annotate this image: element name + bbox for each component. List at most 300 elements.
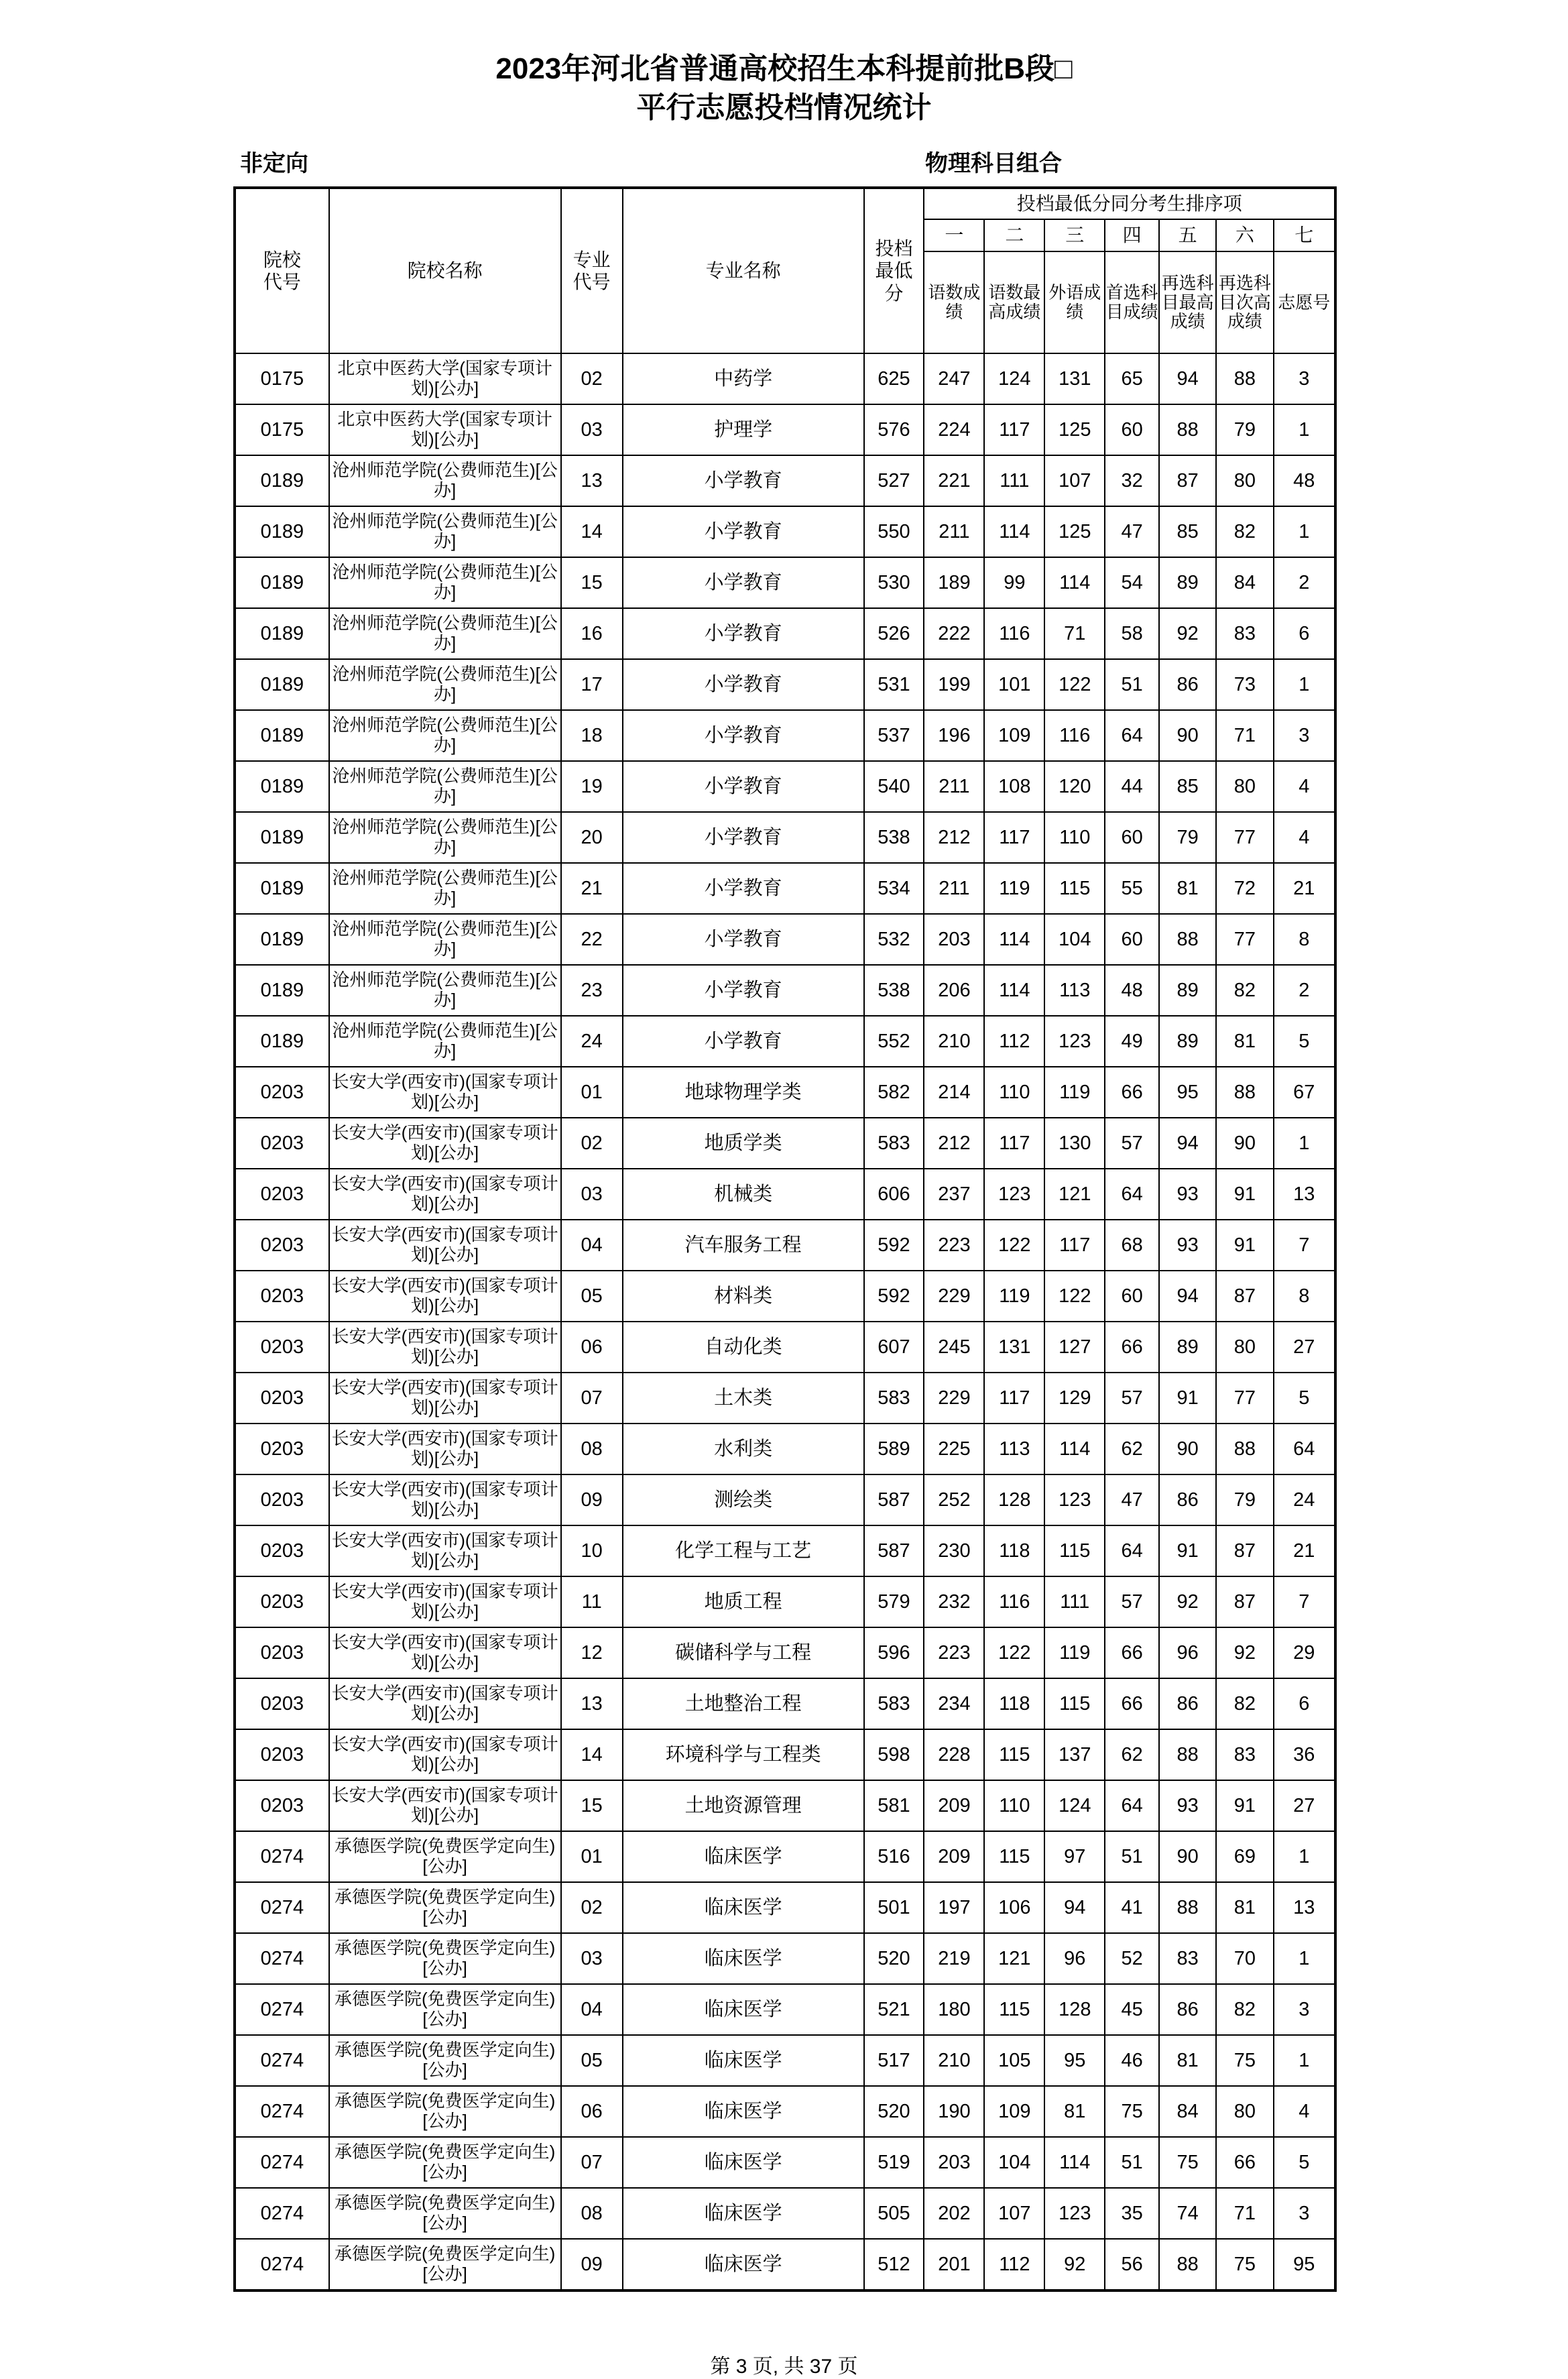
cell-score-first-choice: 64 xyxy=(1105,1525,1159,1576)
cell-major-name: 临床医学 xyxy=(623,2137,864,2188)
cell-school-code: 0189 xyxy=(235,965,329,1016)
table-row xyxy=(235,1780,1335,1831)
table-row xyxy=(235,1016,1335,1067)
cell-score-reselect-max: 83 xyxy=(1159,1933,1216,1984)
cell-score-reselect-max: 87 xyxy=(1159,455,1216,506)
cell-school-code: 0203 xyxy=(235,1424,329,1474)
cell-school-name: 承德医学院(免费医学定向生)[公办] xyxy=(329,2137,561,2188)
cell-school-code: 0203 xyxy=(235,1271,329,1322)
header-school-code: 院校 代号 xyxy=(235,188,329,353)
cell-school-code: 0274 xyxy=(235,2239,329,2290)
cell-min-score: 598 xyxy=(864,1729,924,1780)
cell-major-name: 小学教育 xyxy=(623,506,864,557)
cell-major-code: 03 xyxy=(561,1169,623,1220)
cell-min-score: 526 xyxy=(864,608,924,659)
cell-score-foreign-language: 94 xyxy=(1044,1882,1105,1933)
cell-score-reselect-second: 90 xyxy=(1216,1118,1273,1169)
cell-score-reselect-second: 88 xyxy=(1216,1424,1273,1474)
cell-school-code: 0189 xyxy=(235,914,329,965)
header-rank-6: 六 xyxy=(1216,219,1273,251)
cell-score-foreign-language: 119 xyxy=(1044,1627,1105,1678)
cell-major-code: 22 xyxy=(561,914,623,965)
cell-score-foreign-language: 110 xyxy=(1044,812,1105,863)
cell-school-code: 0189 xyxy=(235,659,329,710)
cell-score-chinese-math-max: 124 xyxy=(984,353,1044,404)
cell-volunteer-no: 13 xyxy=(1274,1882,1335,1933)
cell-volunteer-no: 5 xyxy=(1274,1373,1335,1424)
cell-score-reselect-second: 79 xyxy=(1216,404,1273,455)
table-row xyxy=(235,353,1335,404)
cell-score-reselect-second: 88 xyxy=(1216,353,1273,404)
cell-min-score: 583 xyxy=(864,1678,924,1729)
cell-score-foreign-language: 130 xyxy=(1044,1118,1105,1169)
cell-major-name: 中药学 xyxy=(623,353,864,404)
cell-major-name: 材料类 xyxy=(623,1271,864,1322)
cell-score-foreign-language: 117 xyxy=(1044,1220,1105,1271)
cell-score-first-choice: 66 xyxy=(1105,1678,1159,1729)
cell-score-chinese-math: 232 xyxy=(924,1576,984,1627)
cell-score-chinese-math-max: 117 xyxy=(984,404,1044,455)
cell-score-reselect-max: 75 xyxy=(1159,2137,1216,2188)
cell-score-chinese-math-max: 115 xyxy=(984,1831,1044,1882)
cell-major-name: 碳储科学与工程 xyxy=(623,1627,864,1678)
cell-score-chinese-math: 209 xyxy=(924,1831,984,1882)
cell-score-reselect-second: 79 xyxy=(1216,1474,1273,1525)
cell-min-score: 517 xyxy=(864,2035,924,2086)
table-row xyxy=(235,1576,1335,1627)
cell-score-chinese-math-max: 99 xyxy=(984,557,1044,608)
cell-score-chinese-math: 247 xyxy=(924,353,984,404)
cell-school-name: 沧州师范学院(公费师范生)[公办] xyxy=(329,761,561,812)
cell-major-name: 测绘类 xyxy=(623,1474,864,1525)
cell-score-chinese-math-max: 110 xyxy=(984,1067,1044,1118)
cell-volunteer-no: 3 xyxy=(1274,353,1335,404)
cell-volunteer-no: 5 xyxy=(1274,2137,1335,2188)
cell-major-name: 地质学类 xyxy=(623,1118,864,1169)
cell-score-foreign-language: 115 xyxy=(1044,863,1105,914)
cell-volunteer-no: 64 xyxy=(1274,1424,1335,1474)
cell-score-foreign-language: 115 xyxy=(1044,1678,1105,1729)
cell-score-reselect-max: 81 xyxy=(1159,2035,1216,2086)
cell-min-score: 587 xyxy=(864,1525,924,1576)
table-row xyxy=(235,2035,1335,2086)
cell-score-chinese-math: 209 xyxy=(924,1780,984,1831)
cell-score-reselect-second: 87 xyxy=(1216,1576,1273,1627)
cell-volunteer-no: 1 xyxy=(1274,1831,1335,1882)
cell-score-foreign-language: 129 xyxy=(1044,1373,1105,1424)
cell-school-code: 0203 xyxy=(235,1729,329,1780)
cell-min-score: 520 xyxy=(864,2086,924,2137)
cell-volunteer-no: 67 xyxy=(1274,1067,1335,1118)
cell-score-chinese-math: 223 xyxy=(924,1627,984,1678)
cell-min-score: 576 xyxy=(864,404,924,455)
cell-major-name: 地质工程 xyxy=(623,1576,864,1627)
cell-score-reselect-second: 91 xyxy=(1216,1780,1273,1831)
cell-score-chinese-math: 219 xyxy=(924,1933,984,1984)
cell-school-name: 沧州师范学院(公费师范生)[公办] xyxy=(329,914,561,965)
cell-volunteer-no: 6 xyxy=(1274,1678,1335,1729)
cell-volunteer-no: 13 xyxy=(1274,1169,1335,1220)
cell-major-code: 02 xyxy=(561,353,623,404)
header-rank-3: 三 xyxy=(1044,219,1105,251)
cell-school-name: 承德医学院(免费医学定向生)[公办] xyxy=(329,1984,561,2035)
cell-min-score: 538 xyxy=(864,812,924,863)
cell-score-first-choice: 60 xyxy=(1105,1271,1159,1322)
cell-major-name: 小学教育 xyxy=(623,710,864,761)
cell-major-code: 24 xyxy=(561,1016,623,1067)
cell-major-name: 自动化类 xyxy=(623,1322,864,1373)
cell-min-score: 582 xyxy=(864,1067,924,1118)
cell-min-score: 592 xyxy=(864,1220,924,1271)
cell-score-first-choice: 66 xyxy=(1105,1627,1159,1678)
cell-major-name: 土木类 xyxy=(623,1373,864,1424)
cell-score-first-choice: 45 xyxy=(1105,1984,1159,2035)
header-sub-reselect-second: 再选科目次高成绩 xyxy=(1216,251,1273,353)
cell-major-name: 水利类 xyxy=(623,1424,864,1474)
cell-score-reselect-max: 86 xyxy=(1159,1474,1216,1525)
header-sub-first-choice-subject: 首选科目成绩 xyxy=(1105,251,1159,353)
cell-score-reselect-max: 79 xyxy=(1159,812,1216,863)
cell-school-name: 承德医学院(免费医学定向生)[公办] xyxy=(329,2188,561,2239)
cell-major-name: 护理学 xyxy=(623,404,864,455)
cell-school-name: 沧州师范学院(公费师范生)[公办] xyxy=(329,710,561,761)
cell-score-first-choice: 52 xyxy=(1105,1933,1159,1984)
cell-score-chinese-math: 203 xyxy=(924,914,984,965)
cell-score-chinese-math: 210 xyxy=(924,1016,984,1067)
cell-score-chinese-math: 229 xyxy=(924,1271,984,1322)
table-row xyxy=(235,1525,1335,1576)
cell-major-name: 小学教育 xyxy=(623,965,864,1016)
table-row xyxy=(235,659,1335,710)
cell-min-score: 583 xyxy=(864,1118,924,1169)
cell-score-chinese-math-max: 117 xyxy=(984,1373,1044,1424)
cell-score-reselect-second: 87 xyxy=(1216,1271,1273,1322)
cell-school-name: 承德医学院(免费医学定向生)[公办] xyxy=(329,2239,561,2290)
cell-score-foreign-language: 124 xyxy=(1044,1780,1105,1831)
cell-score-reselect-max: 91 xyxy=(1159,1373,1216,1424)
cell-score-reselect-second: 91 xyxy=(1216,1220,1273,1271)
cell-score-reselect-max: 84 xyxy=(1159,2086,1216,2137)
cell-school-name: 沧州师范学院(公费师范生)[公办] xyxy=(329,863,561,914)
cell-score-first-choice: 47 xyxy=(1105,1474,1159,1525)
cell-volunteer-no: 8 xyxy=(1274,1271,1335,1322)
cell-volunteer-no: 1 xyxy=(1274,404,1335,455)
cell-score-reselect-second: 69 xyxy=(1216,1831,1273,1882)
cell-volunteer-no: 21 xyxy=(1274,1525,1335,1576)
cell-score-foreign-language: 131 xyxy=(1044,353,1105,404)
cell-school-code: 0189 xyxy=(235,863,329,914)
cell-school-name: 承德医学院(免费医学定向生)[公办] xyxy=(329,1831,561,1882)
cell-major-name: 小学教育 xyxy=(623,812,864,863)
header-rank-2: 二 xyxy=(984,219,1044,251)
cell-score-chinese-math: 230 xyxy=(924,1525,984,1576)
table-row xyxy=(235,863,1335,914)
cell-score-first-choice: 47 xyxy=(1105,506,1159,557)
cell-score-first-choice: 48 xyxy=(1105,965,1159,1016)
cell-major-code: 02 xyxy=(561,1882,623,1933)
cell-score-chinese-math-max: 114 xyxy=(984,965,1044,1016)
cell-score-reselect-max: 88 xyxy=(1159,404,1216,455)
subheader-row xyxy=(0,145,1568,178)
cell-major-code: 14 xyxy=(561,506,623,557)
cell-score-foreign-language: 120 xyxy=(1044,761,1105,812)
header-sub-reselect-max: 再选科目最高成绩 xyxy=(1159,251,1216,353)
cell-major-name: 土地资源管理 xyxy=(623,1780,864,1831)
cell-min-score: 505 xyxy=(864,2188,924,2239)
cell-score-foreign-language: 119 xyxy=(1044,1067,1105,1118)
cell-score-chinese-math: 214 xyxy=(924,1067,984,1118)
cell-major-name: 小学教育 xyxy=(623,608,864,659)
cell-score-chinese-math: 228 xyxy=(924,1729,984,1780)
cell-major-code: 09 xyxy=(561,2239,623,2290)
cell-score-chinese-math-max: 122 xyxy=(984,1220,1044,1271)
cell-major-code: 10 xyxy=(561,1525,623,1576)
cell-volunteer-no: 3 xyxy=(1274,710,1335,761)
cell-school-code: 0189 xyxy=(235,557,329,608)
cell-score-chinese-math-max: 111 xyxy=(984,455,1044,506)
table-row xyxy=(235,608,1335,659)
header-sub-chinese-math-max: 语数最高成绩 xyxy=(984,251,1044,353)
cell-score-foreign-language: 127 xyxy=(1044,1322,1105,1373)
cell-score-first-choice: 49 xyxy=(1105,1016,1159,1067)
cell-score-chinese-math-max: 114 xyxy=(984,914,1044,965)
cell-score-reselect-max: 90 xyxy=(1159,1831,1216,1882)
cell-score-first-choice: 68 xyxy=(1105,1220,1159,1271)
table-body xyxy=(235,353,1335,2290)
cell-min-score: 516 xyxy=(864,1831,924,1882)
table-row xyxy=(235,1220,1335,1271)
cell-school-code: 0203 xyxy=(235,1780,329,1831)
cell-score-chinese-math-max: 104 xyxy=(984,2137,1044,2188)
cell-major-name: 临床医学 xyxy=(623,1831,864,1882)
page-title xyxy=(0,0,1568,127)
cell-score-chinese-math: 237 xyxy=(924,1169,984,1220)
cell-score-reselect-max: 92 xyxy=(1159,1576,1216,1627)
cell-score-foreign-language: 71 xyxy=(1044,608,1105,659)
cell-score-reselect-max: 89 xyxy=(1159,965,1216,1016)
cell-score-reselect-max: 89 xyxy=(1159,1322,1216,1373)
cell-school-name: 长安大学(西安市)(国家专项计划)[公办] xyxy=(329,1729,561,1780)
cell-school-name: 沧州师范学院(公费师范生)[公办] xyxy=(329,506,561,557)
table-row xyxy=(235,914,1335,965)
cell-min-score: 587 xyxy=(864,1474,924,1525)
cell-volunteer-no: 5 xyxy=(1274,1016,1335,1067)
cell-min-score: 519 xyxy=(864,2137,924,2188)
cell-score-reselect-second: 75 xyxy=(1216,2239,1273,2290)
cell-score-first-choice: 32 xyxy=(1105,455,1159,506)
cell-score-reselect-second: 81 xyxy=(1216,1882,1273,1933)
cell-score-reselect-second: 88 xyxy=(1216,1067,1273,1118)
table-row xyxy=(235,1424,1335,1474)
cell-score-first-choice: 54 xyxy=(1105,557,1159,608)
cell-score-reselect-second: 83 xyxy=(1216,608,1273,659)
cell-score-reselect-second: 71 xyxy=(1216,710,1273,761)
cell-major-name: 小学教育 xyxy=(623,914,864,965)
cell-volunteer-no: 27 xyxy=(1274,1322,1335,1373)
cell-score-foreign-language: 114 xyxy=(1044,1424,1105,1474)
cell-score-reselect-max: 94 xyxy=(1159,1118,1216,1169)
cell-score-reselect-second: 80 xyxy=(1216,2086,1273,2137)
cell-major-code: 06 xyxy=(561,2086,623,2137)
cell-major-code: 19 xyxy=(561,761,623,812)
cell-score-first-choice: 51 xyxy=(1105,2137,1159,2188)
header-school-name: 院校名称 xyxy=(329,188,561,353)
cell-score-reselect-max: 74 xyxy=(1159,2188,1216,2239)
table-row xyxy=(235,710,1335,761)
table-row xyxy=(235,506,1335,557)
cell-score-reselect-max: 88 xyxy=(1159,914,1216,965)
cell-volunteer-no: 29 xyxy=(1274,1627,1335,1678)
cell-score-chinese-math: 252 xyxy=(924,1474,984,1525)
cell-major-name: 小学教育 xyxy=(623,1016,864,1067)
cell-score-reselect-max: 93 xyxy=(1159,1220,1216,1271)
cell-major-name: 小学教育 xyxy=(623,659,864,710)
cell-volunteer-no: 27 xyxy=(1274,1780,1335,1831)
cell-school-name: 长安大学(西安市)(国家专项计划)[公办] xyxy=(329,1576,561,1627)
cell-school-name: 长安大学(西安市)(国家专项计划)[公办] xyxy=(329,1627,561,1678)
cell-school-name: 长安大学(西安市)(国家专项计划)[公办] xyxy=(329,1322,561,1373)
cell-score-foreign-language: 81 xyxy=(1044,2086,1105,2137)
cell-school-name: 沧州师范学院(公费师范生)[公办] xyxy=(329,1016,561,1067)
cell-score-reselect-second: 84 xyxy=(1216,557,1273,608)
cell-min-score: 521 xyxy=(864,1984,924,2035)
cell-score-chinese-math: 221 xyxy=(924,455,984,506)
cell-major-code: 08 xyxy=(561,2188,623,2239)
cell-major-name: 化学工程与工艺 xyxy=(623,1525,864,1576)
cell-volunteer-no: 3 xyxy=(1274,2188,1335,2239)
cell-school-name: 沧州师范学院(公费师范生)[公办] xyxy=(329,608,561,659)
cell-score-reselect-max: 91 xyxy=(1159,1525,1216,1576)
cell-school-code: 0203 xyxy=(235,1525,329,1576)
cell-major-name: 临床医学 xyxy=(623,1882,864,1933)
cell-major-code: 18 xyxy=(561,710,623,761)
cell-score-chinese-math-max: 118 xyxy=(984,1525,1044,1576)
cell-score-first-choice: 64 xyxy=(1105,1780,1159,1831)
cell-volunteer-no: 1 xyxy=(1274,1118,1335,1169)
cell-score-reselect-second: 80 xyxy=(1216,455,1273,506)
cell-score-foreign-language: 95 xyxy=(1044,2035,1105,2086)
cell-score-chinese-math: 197 xyxy=(924,1882,984,1933)
header-major-code: 专业 代号 xyxy=(561,188,623,353)
cell-school-code: 0274 xyxy=(235,2188,329,2239)
cell-score-reselect-second: 80 xyxy=(1216,761,1273,812)
cell-school-code: 0203 xyxy=(235,1322,329,1373)
cell-min-score: 579 xyxy=(864,1576,924,1627)
header-rank-1: 一 xyxy=(924,219,984,251)
cell-volunteer-no: 6 xyxy=(1274,608,1335,659)
cell-major-code: 07 xyxy=(561,1373,623,1424)
table-row xyxy=(235,2239,1335,2290)
cell-score-first-choice: 51 xyxy=(1105,1831,1159,1882)
cell-score-first-choice: 75 xyxy=(1105,2086,1159,2137)
cell-major-name: 小学教育 xyxy=(623,557,864,608)
cell-major-name: 临床医学 xyxy=(623,1984,864,2035)
table-row xyxy=(235,2086,1335,2137)
table-row xyxy=(235,812,1335,863)
cell-score-chinese-math-max: 122 xyxy=(984,1627,1044,1678)
cell-score-reselect-max: 94 xyxy=(1159,1271,1216,1322)
cell-school-code: 0203 xyxy=(235,1169,329,1220)
cell-score-first-choice: 44 xyxy=(1105,761,1159,812)
cell-score-first-choice: 64 xyxy=(1105,710,1159,761)
cell-score-chinese-math-max: 116 xyxy=(984,1576,1044,1627)
table-row xyxy=(235,1373,1335,1424)
cell-score-first-choice: 51 xyxy=(1105,659,1159,710)
cell-score-chinese-math: 211 xyxy=(924,863,984,914)
cell-score-first-choice: 60 xyxy=(1105,404,1159,455)
cell-score-chinese-math: 201 xyxy=(924,2239,984,2290)
cell-score-reselect-second: 72 xyxy=(1216,863,1273,914)
cell-major-code: 01 xyxy=(561,1831,623,1882)
cell-school-name: 长安大学(西安市)(国家专项计划)[公办] xyxy=(329,1220,561,1271)
cell-major-name: 环境科学与工程类 xyxy=(623,1729,864,1780)
cell-score-chinese-math: 234 xyxy=(924,1678,984,1729)
cell-score-chinese-math-max: 112 xyxy=(984,1016,1044,1067)
cell-school-code: 0189 xyxy=(235,608,329,659)
statistics-table-wrapper xyxy=(0,186,1568,2292)
cell-school-name: 长安大学(西安市)(国家专项计划)[公办] xyxy=(329,1373,561,1424)
cell-score-reselect-second: 82 xyxy=(1216,1984,1273,2035)
cell-score-reselect-max: 86 xyxy=(1159,1678,1216,1729)
table-row xyxy=(235,1933,1335,1984)
cell-score-chinese-math: 211 xyxy=(924,761,984,812)
cell-score-reselect-second: 73 xyxy=(1216,659,1273,710)
cell-score-chinese-math: 190 xyxy=(924,2086,984,2137)
cell-min-score: 583 xyxy=(864,1373,924,1424)
cell-score-chinese-math-max: 114 xyxy=(984,506,1044,557)
cell-school-code: 0274 xyxy=(235,1984,329,2035)
cell-score-first-choice: 55 xyxy=(1105,863,1159,914)
cell-score-first-choice: 66 xyxy=(1105,1322,1159,1373)
cell-score-chinese-math: 180 xyxy=(924,1984,984,2035)
cell-score-reselect-second: 83 xyxy=(1216,1729,1273,1780)
cell-school-code: 0189 xyxy=(235,506,329,557)
cell-score-foreign-language: 97 xyxy=(1044,1831,1105,1882)
cell-score-foreign-language: 123 xyxy=(1044,1474,1105,1525)
cell-score-reselect-max: 88 xyxy=(1159,1882,1216,1933)
cell-major-code: 03 xyxy=(561,1933,623,1984)
cell-major-name: 小学教育 xyxy=(623,863,864,914)
cell-school-code: 0203 xyxy=(235,1678,329,1729)
header-sub-volunteer-no: 志愿号 xyxy=(1274,251,1335,353)
cell-school-name: 长安大学(西安市)(国家专项计划)[公办] xyxy=(329,1525,561,1576)
cell-score-reselect-max: 88 xyxy=(1159,1729,1216,1780)
title-line-2: 平行志愿投档情况统计 xyxy=(636,91,932,124)
cell-school-code: 0203 xyxy=(235,1627,329,1678)
cell-volunteer-no: 21 xyxy=(1274,863,1335,914)
cell-score-foreign-language: 96 xyxy=(1044,1933,1105,1984)
cell-score-chinese-math-max: 119 xyxy=(984,863,1044,914)
cell-school-code: 0203 xyxy=(235,1474,329,1525)
cell-score-first-choice: 62 xyxy=(1105,1729,1159,1780)
cell-major-code: 20 xyxy=(561,812,623,863)
cell-score-reselect-second: 77 xyxy=(1216,812,1273,863)
table-row xyxy=(235,1831,1335,1882)
cell-score-chinese-math-max: 106 xyxy=(984,1882,1044,1933)
cell-volunteer-no: 4 xyxy=(1274,2086,1335,2137)
cell-min-score: 592 xyxy=(864,1271,924,1322)
cell-min-score: 625 xyxy=(864,353,924,404)
table-row xyxy=(235,761,1335,812)
cell-major-code: 14 xyxy=(561,1729,623,1780)
table-row xyxy=(235,1271,1335,1322)
cell-score-first-choice: 62 xyxy=(1105,1424,1159,1474)
cell-school-name: 长安大学(西安市)(国家专项计划)[公办] xyxy=(329,1067,561,1118)
cell-school-name: 沧州师范学院(公费师范生)[公办] xyxy=(329,965,561,1016)
cell-major-code: 02 xyxy=(561,1118,623,1169)
cell-score-reselect-max: 86 xyxy=(1159,1984,1216,2035)
cell-score-chinese-math: 203 xyxy=(924,2137,984,2188)
